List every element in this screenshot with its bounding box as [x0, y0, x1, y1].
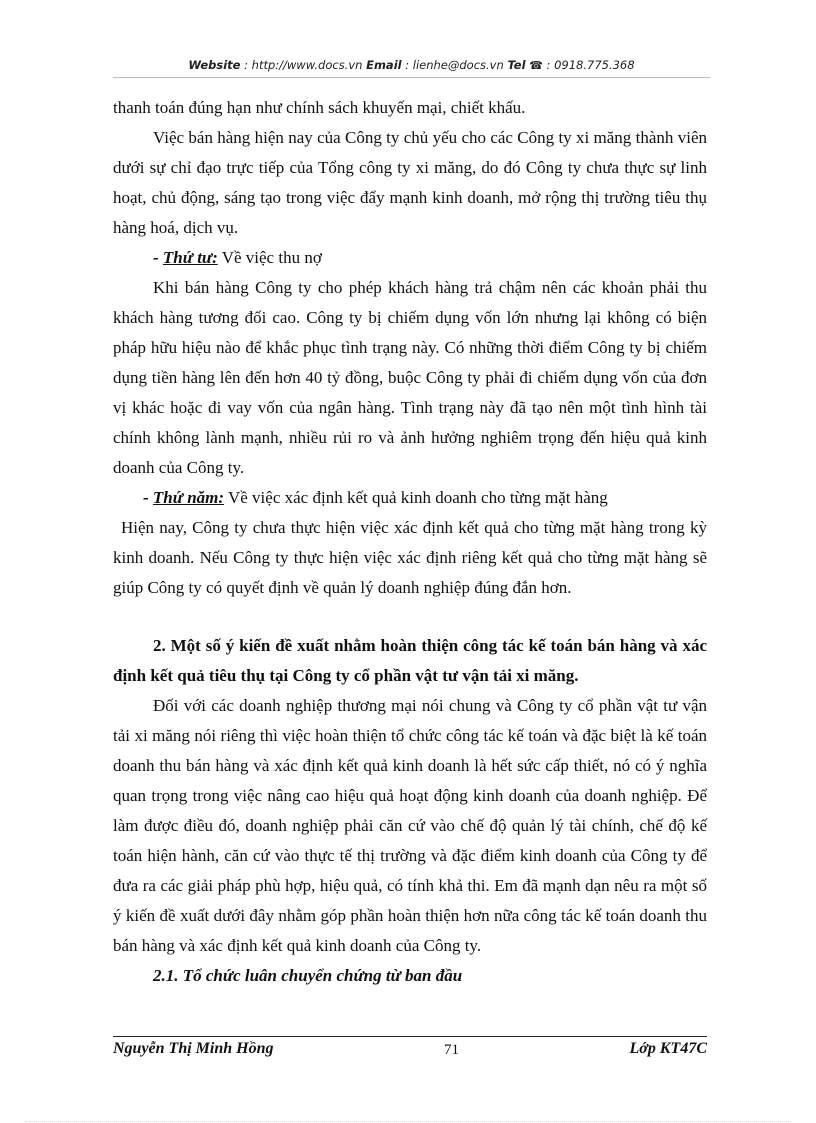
phone-icon: ☎ [529, 59, 543, 72]
paragraph-3: Khi bán hàng Công ty cho phép khách hàng trả chậm nên các khoản phải thu khách hàng tương đối cao. Công ty bị chiếm dụng vốn lớn nhưng lại không có biện pháp hữu hiệu nào để khắc phục tình trạng này. Có những thời điểm Công ty bị chiếm dụng tiền hàng lên đến hơn 40 tỷ đồng, buộc Công ty phải đi chiếm dụng vốn của đơn vị khác hoặc đi vay vốn của ngân hàng. Tình trạng này đã tạo nên một tình hình tài chính không lành mạnh, nhiều rủi ro và ảnh hưởng nghiêm trọng đến hiệu quả kinh doanh của Công ty. [113, 278, 707, 477]
heading-thu-tu: - Thứ tư: Về việc thu nợ [153, 248, 322, 267]
website-label: Website [188, 58, 241, 72]
paragraph-1: thanh toán đúng hạn như chính sách khuyến mại, chiết khấu. [113, 98, 526, 117]
paragraph-2: Việc bán hàng hiện nay của Công ty chủ yếu cho các Công ty xi măng thành viên dưới sự chỉ đạo trực tiếp của Tổng công ty xi măng, do đó Công ty chưa thực sự linh hoạt, chủ động, sáng tạo trong việc đẩy mạnh kinh doanh, mở rộng thị trường tiêu thụ hàng hoá, dịch vụ. [113, 128, 707, 237]
paragraph-5: Đối với các doanh nghiệp thương mại nói chung và Công ty cổ phần vật tư vận tải xi măng nói riêng thì việc hoàn thiện tổ chức công tác kế toán và đặc biệt là kế toán doanh thu bán hàng và xác định kết quả kinh doanh là hết sức cấp thiết, nó có ý nghĩa quan trọng trong việc nâng cao hiệu quả hoạt động kinh doanh của doanh nghiệp. Để làm được điều đó, doanh nghiệp phải căn cứ vào chế độ quản lý tài chính, chế độ kế toán hiện hành, căn cứ vào thực tế thị trường và đặc điểm kinh doanh của Công ty để đưa ra các giải pháp phù hợp, hiệu quả, có tính khả thi. Em đã mạnh dạn nêu ra một số ý kiến đề xuất dưới đây nhằm góp phần hoàn thiện hơn nữa công tác kế toán doanh thu bán hàng và xác định kết quả kinh doanh của Công ty. [113, 696, 707, 955]
tel-label: Tel [507, 58, 526, 72]
section-heading-2: 2. Một số ý kiến đề xuất nhằm hoàn thiện công tác kế toán bán hàng và xác định kết quả tiêu thụ tại Công ty cổ phần vật tư vận tải xi măng. [113, 636, 707, 685]
paragraph-4: Hiện nay, Công ty chưa thực hiện việc xác định kết quả cho từng mặt hàng trong kỳ kinh doanh. Nếu Công ty thực hiện việc xác định riêng kết quả cho từng mặt hàng sẽ giúp Công ty có quyết định về quản lý doanh nghiệp đúng đắn hơn. [113, 518, 707, 597]
spacer [113, 603, 707, 631]
email-value: : lienhe@docs.vn [401, 58, 508, 72]
footer-author: Nguyễn Thị Minh Hồng [113, 1040, 274, 1057]
document-body [113, 93, 707, 991]
section-heading-2-1: 2.1. Tổ chức luân chuyển chứng từ ban đầu [153, 966, 463, 985]
page-header [113, 58, 710, 78]
page-footer [113, 1036, 707, 1059]
email-label: Email [366, 58, 402, 72]
footer-class: Lớp KT47C [629, 1040, 707, 1057]
website-value: : http://www.docs.vn [240, 58, 367, 72]
bottom-dotted-rule [25, 1121, 791, 1122]
tel-value: : 0918.775.368 [542, 58, 635, 72]
page-number: 71 [444, 1042, 459, 1058]
heading-thu-nam: - Thứ năm: Về việc xác định kết quả kinh doanh cho từng mặt hàng [143, 488, 608, 507]
